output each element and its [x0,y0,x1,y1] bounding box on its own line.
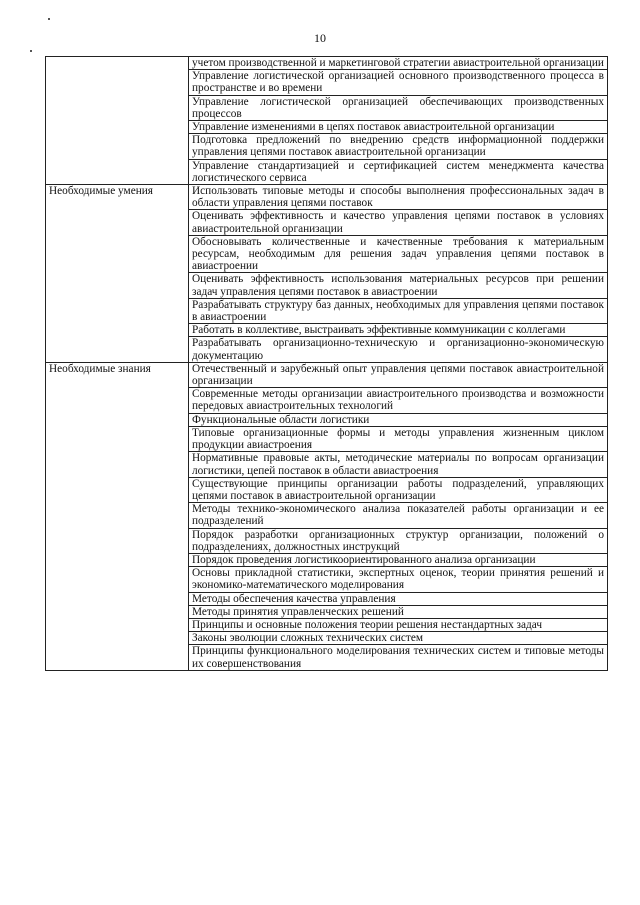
requirement-item: Обосновывать количественные и качественные требования к материальным ресурсам, необходимым для решения задач управления цепями поставок в авиастроении [189,235,608,273]
requirement-item: Принципы функционального моделирования технических систем и типовые методы их совершенствования [189,645,608,670]
requirement-item: Подготовка предложений по внедрению средств информационной поддержки управления цепями поставок авиастроительной организации [189,134,608,159]
requirement-item: Разрабатывать структуру баз данных, необходимых для управления цепями поставок в авиастроении [189,298,608,323]
section-label: Необходимые знания [46,362,189,670]
page-number: 10 [314,31,326,45]
requirement-item: учетом производственной и маркетинговой стратегии авиастроительной организации [189,57,608,70]
section-label [46,57,189,185]
requirement-item: Функциональные области логистики [189,413,608,426]
table-row [46,185,608,210]
requirement-item: Методы обеспечения качества управления [189,592,608,605]
table-body [46,57,608,671]
requirement-item: Управление логистической организацией обеспечивающих производственных процессов [189,95,608,120]
requirement-item: Типовые организационные формы и методы управления жизненным циклом продукции авиастроения [189,426,608,451]
requirement-item: Управление стандартизацией и сертификацией систем менеджмента качества логистического сервиса [189,159,608,184]
requirement-item: Разрабатывать организационно-техническую и организационно-экономическую документацию [189,337,608,362]
section-label: Необходимые умения [46,185,189,363]
requirement-item: Методы принятия управленческих решений [189,605,608,618]
requirement-item: Методы технико-экономического анализа показателей работы организации и ее подразделений [189,503,608,528]
requirement-item: Порядок проведения логистикоориентированного анализа организации [189,553,608,566]
table-row [46,57,608,70]
requirement-item: Принципы и основные положения теории решения нестандартных задач [189,618,608,631]
requirement-item: Оценивать эффективность использования материальных ресурсов при решении задач управления цепями поставок в авиастроении [189,273,608,298]
requirement-item: Оценивать эффективность и качество управления цепями поставок в условиях авиастроительной организации [189,210,608,235]
requirement-item: Существующие принципы организации работы подразделений, управляющих цепями поставок в авиастроительной организации [189,477,608,502]
requirement-item: Современные методы организации авиастроительного производства и возможности передовых авиастроительных технологий [189,388,608,413]
scan-mark [48,18,50,20]
requirement-item: Управление изменениями в цепях поставок авиастроительной организации [189,121,608,134]
requirement-item: Работать в коллективе, выстраивать эффективные коммуникации с коллегами [189,324,608,337]
requirement-item: Нормативные правовые акты, методические материалы по вопросам организации логистики, цепей поставок в области авиастроения [189,452,608,477]
requirement-item: Отечественный и зарубежный опыт управления цепями поставок авиастроительной организации [189,362,608,387]
requirement-item: Порядок разработки организационных структур организации, положений о подразделениях, должностных инструкций [189,528,608,553]
requirement-item: Законы эволюции сложных технических систем [189,632,608,645]
table-row [46,362,608,387]
scan-mark [30,50,32,52]
qualification-table [45,56,608,671]
requirement-item: Основы прикладной статистики, экспертных оценок, теории принятия решений и экономико-математического моделирования [189,567,608,592]
requirement-item: Управление логистической организацией основного производственного процесса в пространстве и во времени [189,70,608,95]
requirement-item: Использовать типовые методы и способы выполнения профессиональных задач в области управления цепями поставок [189,185,608,210]
